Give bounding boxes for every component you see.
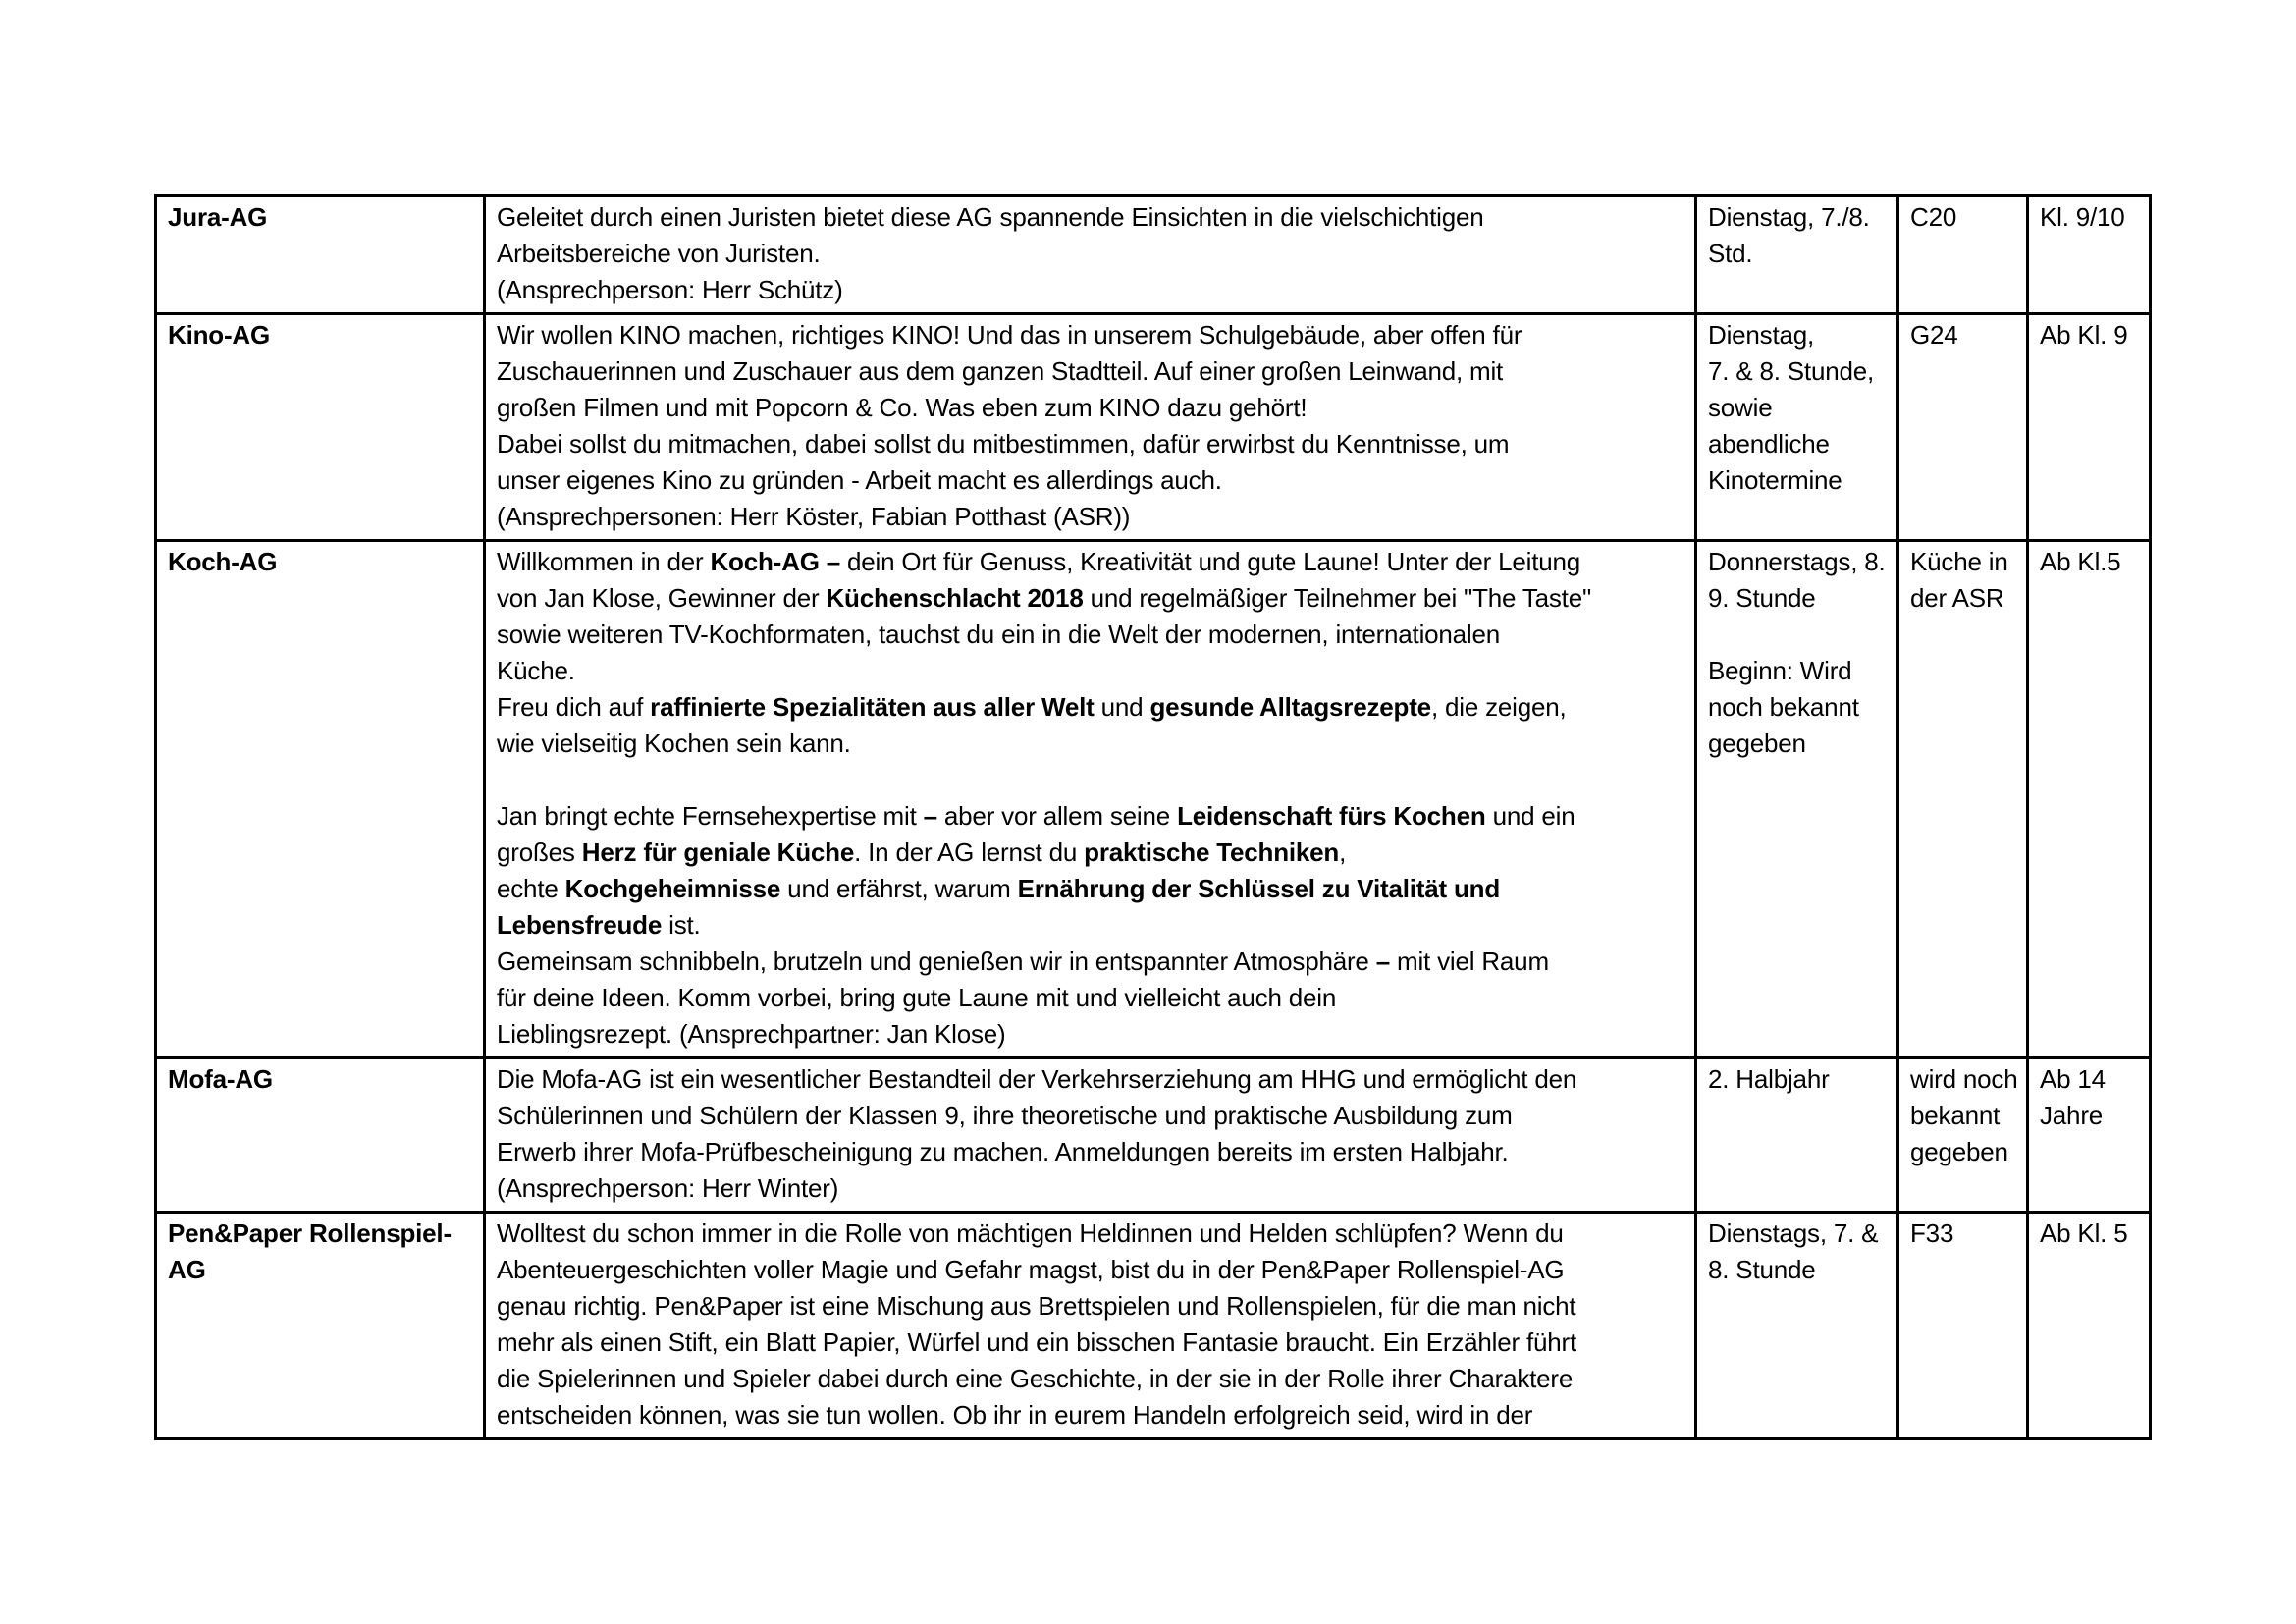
text-line: Pen&Paper Rollenspiel- bbox=[168, 1218, 452, 1248]
text-line: gegeben bbox=[1910, 1137, 2008, 1166]
ag-time-cell bbox=[1696, 314, 1898, 541]
text-line: Zuschauerinnen und Zuschauer aus dem ganzen Stadtteil. Auf einer großen Leinwand, mit bbox=[497, 356, 1504, 386]
ag-time-cell bbox=[1696, 1058, 1898, 1213]
text-line: Freu dich auf raffinierte Spezialitäten aus aller Welt und gesunde Alltagsrezepte, die zeigen, bbox=[497, 692, 1567, 722]
text-line: F33 bbox=[1910, 1218, 1954, 1248]
text-line: entscheiden können, was sie tun wollen. Ob ihr in eurem Handeln erfolgreich seid, wird in der bbox=[497, 1400, 1533, 1430]
ag-time-cell bbox=[1696, 196, 1898, 314]
table-row bbox=[156, 196, 2151, 314]
text-line: Lieblingsrezept. (Ansprechpartner: Jan Klose) bbox=[497, 1019, 1006, 1049]
text-line: Küche in bbox=[1910, 547, 2008, 576]
ag-room-cell bbox=[1898, 196, 2028, 314]
ag-description-cell bbox=[485, 314, 1696, 541]
ag-time-cell bbox=[1696, 541, 1898, 1058]
text-line: 7. & 8. Stunde, bbox=[1708, 356, 1875, 386]
table-row bbox=[156, 541, 2151, 1058]
text-line: Erwerb ihrer Mofa-Prüfbescheinigung zu machen. Anmeldungen bereits im ersten Halbjahr. bbox=[497, 1137, 1509, 1166]
text-line: Küche. bbox=[497, 656, 575, 685]
text-line: Gemeinsam schnibbeln, brutzeln und genießen wir in entspannter Atmosphäre – mit viel Raum bbox=[497, 947, 1549, 976]
table-row bbox=[156, 1058, 2151, 1213]
text-line: mehr als einen Stift, ein Blatt Papier, Würfel und ein bisschen Fantasie braucht. Ein Erzähler führt bbox=[497, 1327, 1577, 1357]
text-line: Ab Kl.5 bbox=[2040, 547, 2121, 576]
ag-time-cell bbox=[1696, 1213, 1898, 1439]
text-line: Dienstag, bbox=[1708, 320, 1815, 350]
text-line: Schülerinnen und Schülern der Klassen 9, ihre theoretische und praktische Ausbildung zum bbox=[497, 1101, 1513, 1130]
text-line: (Ansprechperson: Herr Winter) bbox=[497, 1173, 839, 1203]
text-line: Ab Kl. 5 bbox=[2040, 1218, 2128, 1248]
table-row bbox=[156, 1213, 2151, 1439]
text-line: Std. bbox=[1708, 239, 1753, 268]
text-line: Kl. 9/10 bbox=[2040, 202, 2125, 232]
text-line: Donnerstags, 8. bbox=[1708, 547, 1886, 576]
ag-table bbox=[154, 194, 2152, 1440]
ag-name-cell bbox=[156, 196, 485, 314]
text-line: großes Herz für geniale Küche. In der AG lernst du praktische Techniken, bbox=[497, 838, 1347, 867]
ag-description-cell bbox=[485, 1213, 1696, 1439]
ag-class-cell bbox=[2028, 196, 2151, 314]
text-line: 9. Stunde bbox=[1708, 583, 1816, 613]
ag-name-cell bbox=[156, 1058, 485, 1213]
ag-description-cell bbox=[485, 196, 1696, 314]
text-line: Abenteuergeschichten voller Magie und Gefahr magst, bist du in der Pen&Paper Rollenspiel-AG bbox=[497, 1255, 1565, 1284]
ag-description-cell bbox=[485, 1058, 1696, 1213]
text-line: Die Mofa-AG ist ein wesentlicher Bestandteil der Verkehrserziehung am HHG und ermöglicht den bbox=[497, 1064, 1577, 1094]
text-line: für deine Ideen. Komm vorbei, bring gute Laune mit und vielleicht auch dein bbox=[497, 983, 1337, 1012]
text-line: von Jan Klose, Gewinner der Küchenschlacht 2018 und regelmäßiger Teilnehmer bei "The Taste" bbox=[497, 583, 1591, 613]
text-line: 2. Halbjahr bbox=[1708, 1064, 1830, 1094]
table-row bbox=[156, 314, 2151, 541]
text-line: wie vielseitig Kochen sein kann. bbox=[497, 729, 851, 758]
text-line: noch bekannt bbox=[1708, 692, 1859, 722]
text-line: Jan bringt echte Fernsehexpertise mit – aber vor allem seine Leidenschaft fürs Kochen und ein bbox=[497, 801, 1575, 831]
text-line: G24 bbox=[1910, 320, 1958, 350]
ag-name-cell bbox=[156, 314, 485, 541]
text-line: sowie bbox=[1708, 393, 1773, 422]
text-line: (Ansprechpersonen: Herr Köster, Fabian Potthast (ASR)) bbox=[497, 502, 1131, 531]
ag-description-cell bbox=[485, 541, 1696, 1058]
text-line: Dienstags, 7. & bbox=[1708, 1218, 1879, 1248]
ag-class-cell bbox=[2028, 314, 2151, 541]
ag-name-cell bbox=[156, 1213, 485, 1439]
text-line: wird noch bbox=[1910, 1064, 2018, 1094]
text-line: Lebensfreude ist. bbox=[497, 910, 701, 940]
ag-class-cell bbox=[2028, 1058, 2151, 1213]
text-line: Koch-AG bbox=[168, 547, 278, 576]
text-line: 8. Stunde bbox=[1708, 1255, 1816, 1284]
text-line: Ab 14 bbox=[2040, 1064, 2106, 1094]
text-line: (Ansprechperson: Herr Schütz) bbox=[497, 275, 843, 304]
text-line: AG bbox=[168, 1255, 206, 1284]
text-line: großen Filmen und mit Popcorn & Co. Was eben zum KINO dazu gehört! bbox=[497, 393, 1308, 422]
text-line: bekannt bbox=[1910, 1101, 2001, 1130]
text-line: C20 bbox=[1910, 202, 1957, 232]
ag-room-cell bbox=[1898, 314, 2028, 541]
text-line: Dienstag, 7./8. bbox=[1708, 202, 1870, 232]
ag-room-cell bbox=[1898, 1213, 2028, 1439]
text-line: Ab Kl. 9 bbox=[2040, 320, 2128, 350]
text-line: der ASR bbox=[1910, 583, 2004, 613]
text-line: abendliche bbox=[1708, 429, 1830, 459]
text-line: Jura-AG bbox=[168, 202, 268, 232]
ag-class-cell bbox=[2028, 1213, 2151, 1439]
text-line: Arbeitsbereiche von Juristen. bbox=[497, 239, 821, 268]
text-line: genau richtig. Pen&Paper ist eine Mischung aus Brettspielen und Rollenspielen, für die man nicht bbox=[497, 1291, 1576, 1321]
text-line: unser eigenes Kino zu gründen - Arbeit macht es allerdings auch. bbox=[497, 465, 1222, 495]
text-line: Kinotermine bbox=[1708, 465, 1842, 495]
text-line: Beginn: Wird bbox=[1708, 656, 1852, 685]
text-line bbox=[1708, 617, 1886, 653]
ag-room-cell bbox=[1898, 541, 2028, 1058]
text-line: Jahre bbox=[2040, 1101, 2104, 1130]
text-line: Wolltest du schon immer in die Rolle von mächtigen Heldinnen und Helden schlüpfen? Wenn du bbox=[497, 1218, 1564, 1248]
text-line: Kino-AG bbox=[168, 320, 271, 350]
ag-table-body bbox=[156, 196, 2151, 1439]
text-line bbox=[497, 762, 1683, 798]
text-line: Willkommen in der Koch-AG – dein Ort für Genuss, Kreativität und gute Laune! Unter der Leitung bbox=[497, 547, 1581, 576]
text-line: gegeben bbox=[1708, 729, 1806, 758]
ag-name-cell bbox=[156, 541, 485, 1058]
text-line: die Spielerinnen und Spieler dabei durch eine Geschichte, in der sie in der Rolle ihrer Charaktere bbox=[497, 1364, 1574, 1393]
text-line: Wir wollen KINO machen, richtiges KINO! Und das in unserem Schulgebäude, aber offen für bbox=[497, 320, 1522, 350]
ag-room-cell bbox=[1898, 1058, 2028, 1213]
text-line: Geleitet durch einen Juristen bietet diese AG spannende Einsichten in die vielschichtigen bbox=[497, 202, 1484, 232]
text-line: echte Kochgeheimnisse und erfährst, warum Ernährung der Schlüssel zu Vitalität und bbox=[497, 874, 1501, 903]
text-line: Dabei sollst du mitmachen, dabei sollst du mitbestimmen, dafür erwirbst du Kenntnisse, um bbox=[497, 429, 1510, 459]
text-line: sowie weiteren TV-Kochformaten, tauchst du ein in die Welt der modernen, internationalen bbox=[497, 620, 1501, 649]
ag-class-cell bbox=[2028, 541, 2151, 1058]
text-line: Mofa-AG bbox=[168, 1064, 273, 1094]
